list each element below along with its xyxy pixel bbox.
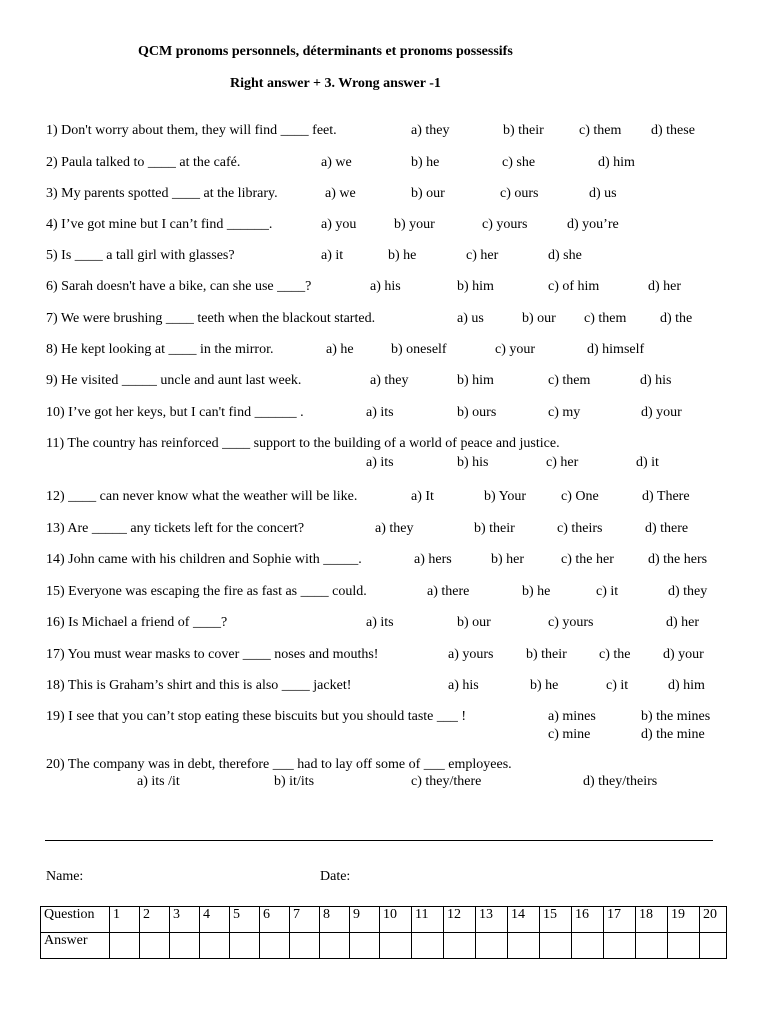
question-text: 10) I’ve got her keys, but I can't find ______ . <box>46 405 304 420</box>
question-text: 18) This is Graham’s shirt and this is also ____ jacket! <box>46 678 352 693</box>
question-text: 7) We were brushing ____ teeth when the blackout started. <box>46 311 376 326</box>
question-text: 14) John came with his children and Sophie with _____. <box>46 552 362 567</box>
question-number-cell: 17 <box>604 907 636 933</box>
option-a: a) its /it <box>137 774 180 789</box>
answer-cell[interactable] <box>444 933 476 959</box>
question-number-cell: 12 <box>444 907 476 933</box>
option-d: d) your <box>641 405 682 420</box>
answer-cell[interactable] <box>508 933 540 959</box>
option-d: d) they <box>668 584 708 599</box>
question-text: 12) ____ can never know what the weather will be like. <box>46 489 358 504</box>
question-number-cell: 16 <box>572 907 604 933</box>
option-b: b) he <box>522 584 551 599</box>
question-text: 1) Don't worry about them, they will find ____ feet. <box>46 123 337 138</box>
option-c: c) yours <box>548 615 594 630</box>
option-d: d) us <box>589 186 617 201</box>
question-number-cell: 5 <box>230 907 260 933</box>
question-text: 19) I see that you can’t stop eating these biscuits but you should taste ___ ! <box>46 709 467 724</box>
question-header-cell: Question <box>41 907 110 933</box>
option-a: a) they <box>411 123 450 138</box>
answer-cell[interactable] <box>110 933 140 959</box>
option-c: c) them <box>548 373 591 388</box>
option-d: d) him <box>668 678 705 693</box>
question-text: 9) He visited _____ uncle and aunt last week. <box>46 373 302 388</box>
option-c: c) the her <box>561 552 614 567</box>
question-number-cell: 1 <box>110 907 140 933</box>
question-number-cell: 13 <box>476 907 508 933</box>
answer-cell[interactable] <box>700 933 727 959</box>
answer-cell[interactable] <box>572 933 604 959</box>
answer-cell[interactable] <box>140 933 170 959</box>
option-b: b) their <box>474 521 515 536</box>
answer-cell[interactable] <box>200 933 230 959</box>
name-label: Name: <box>46 869 84 884</box>
question-text: 17) You must wear masks to cover ____ noses and mouths! <box>46 647 379 662</box>
option-d: d) you’re <box>567 217 619 232</box>
option-b: b) your <box>394 217 435 232</box>
option-d: d) she <box>548 248 582 263</box>
divider-line <box>45 840 713 841</box>
option-b: b) him <box>457 279 494 294</box>
option-d: d) her <box>648 279 682 294</box>
option-d: d) him <box>598 155 635 170</box>
option-d: d) the mine <box>641 727 705 742</box>
option-a: a) he <box>326 342 354 357</box>
option-b: b) him <box>457 373 494 388</box>
answer-cell[interactable] <box>604 933 636 959</box>
question-text: 6) Sarah doesn't have a bike, can she use ____? <box>46 279 312 294</box>
question-number-cell: 2 <box>140 907 170 933</box>
question-text: 8) He kept looking at ____ in the mirror. <box>46 342 274 357</box>
answer-cell[interactable] <box>290 933 320 959</box>
option-c: c) mine <box>548 727 591 742</box>
answer-cell[interactable] <box>636 933 668 959</box>
option-b: b) our <box>411 186 445 201</box>
question-number-cell: 8 <box>320 907 350 933</box>
answer-cell[interactable] <box>320 933 350 959</box>
option-c: c) it <box>596 584 619 599</box>
option-d: d) these <box>651 123 695 138</box>
option-c: c) of him <box>548 279 600 294</box>
option-d: d) the hers <box>648 552 708 567</box>
question-number-cell: 11 <box>412 907 444 933</box>
question-text: 5) Is ____ a tall girl with glasses? <box>46 248 235 263</box>
option-a: a) hers <box>414 552 452 567</box>
option-b: b) our <box>522 311 556 326</box>
option-a: a) his <box>448 678 479 693</box>
option-a: a) it <box>321 248 344 263</box>
option-d: d) they/theirs <box>583 774 658 789</box>
answer-cell[interactable] <box>260 933 290 959</box>
option-a: a) us <box>457 311 484 326</box>
answer-cell[interactable] <box>412 933 444 959</box>
option-c: c) them <box>579 123 622 138</box>
option-d: d) her <box>666 615 700 630</box>
option-c: c) her <box>466 248 499 263</box>
option-b: b) he <box>411 155 440 170</box>
option-a: a) his <box>370 279 401 294</box>
option-c: c) she <box>502 155 536 170</box>
option-a: a) mines <box>548 709 596 724</box>
option-a: a) you <box>321 217 357 232</box>
answer-cell[interactable] <box>380 933 412 959</box>
question-number-cell: 3 <box>170 907 200 933</box>
option-c: c) it <box>606 678 629 693</box>
answer-cell[interactable] <box>476 933 508 959</box>
question-text: 13) Are _____ any tickets left for the concert? <box>46 521 305 536</box>
question-number-cell: 18 <box>636 907 668 933</box>
option-b: b) their <box>503 123 544 138</box>
option-b: b) our <box>457 615 491 630</box>
question-number-cell: 4 <box>200 907 230 933</box>
answer-row <box>41 933 727 959</box>
question-text: 15) Everyone was escaping the fire as fast as ____ could. <box>46 584 367 599</box>
option-a: a) its <box>366 455 394 470</box>
question-number-row <box>41 907 727 933</box>
option-c: c) her <box>546 455 579 470</box>
option-c: c) One <box>561 489 599 504</box>
question-number-cell: 14 <box>508 907 540 933</box>
option-c: c) they/there <box>411 774 482 789</box>
option-d: d) the <box>660 311 693 326</box>
option-d: d) his <box>640 373 672 388</box>
question-number-cell: 7 <box>290 907 320 933</box>
option-c: c) yours <box>482 217 528 232</box>
question-text: 2) Paula talked to ____ at the café. <box>46 155 241 170</box>
option-a: a) we <box>325 186 356 201</box>
quiz-title: QCM pronoms personnels, déterminants et pronoms possessifs <box>138 44 513 59</box>
answer-grid <box>40 906 727 959</box>
answer-cell[interactable] <box>540 933 572 959</box>
option-b: b) he <box>530 678 559 693</box>
question-number-cell: 10 <box>380 907 412 933</box>
option-a: a) there <box>427 584 470 599</box>
option-c: c) the <box>599 647 631 662</box>
option-b: b) oneself <box>391 342 447 357</box>
option-b: b) Your <box>484 489 527 504</box>
date-label: Date: <box>320 869 351 884</box>
question-text: 11) The country has reinforced ____ support to the building of a world of peace and justice. <box>46 436 560 451</box>
question-number-cell: 15 <box>540 907 572 933</box>
option-d: d) there <box>645 521 689 536</box>
question-text: 16) Is Michael a friend of ____? <box>46 615 228 630</box>
question-text: 4) I’ve got mine but I can’t find ______. <box>46 217 273 232</box>
question-number-cell: 9 <box>350 907 380 933</box>
option-b: b) their <box>526 647 567 662</box>
question-text: 3) My parents spotted ____ at the library. <box>46 186 278 201</box>
option-a: a) its <box>366 615 394 630</box>
option-a: a) its <box>366 405 394 420</box>
question-text: 20) The company was in debt, therefore ___ had to lay off some of ___ employees. <box>46 757 512 772</box>
answer-cell[interactable] <box>170 933 200 959</box>
option-b: b) ours <box>457 405 497 420</box>
scoring-rule: Right answer + 3. Wrong answer -1 <box>230 76 441 91</box>
question-number-cell: 6 <box>260 907 290 933</box>
option-b: b) he <box>388 248 417 263</box>
answer-cell[interactable] <box>230 933 260 959</box>
option-c: c) your <box>495 342 536 357</box>
option-c: c) my <box>548 405 581 420</box>
option-a: a) yours <box>448 647 494 662</box>
option-d: d) himself <box>587 342 645 357</box>
option-b: b) the mines <box>641 709 711 724</box>
option-d: d) your <box>663 647 704 662</box>
answer-cell[interactable] <box>350 933 380 959</box>
question-number-cell: 19 <box>668 907 700 933</box>
option-c: c) ours <box>500 186 539 201</box>
option-d: d) There <box>642 489 690 504</box>
option-c: c) them <box>584 311 627 326</box>
option-b: b) her <box>491 552 525 567</box>
option-a: a) they <box>370 373 409 388</box>
option-d: d) it <box>636 455 659 470</box>
option-a: a) It <box>411 489 434 504</box>
answer-cell[interactable] <box>668 933 700 959</box>
option-b: b) it/its <box>274 774 315 789</box>
option-b: b) his <box>457 455 489 470</box>
option-a: a) we <box>321 155 352 170</box>
option-a: a) they <box>375 521 414 536</box>
answer-header-cell: Answer <box>41 933 110 959</box>
question-number-cell: 20 <box>700 907 727 933</box>
option-c: c) theirs <box>557 521 603 536</box>
